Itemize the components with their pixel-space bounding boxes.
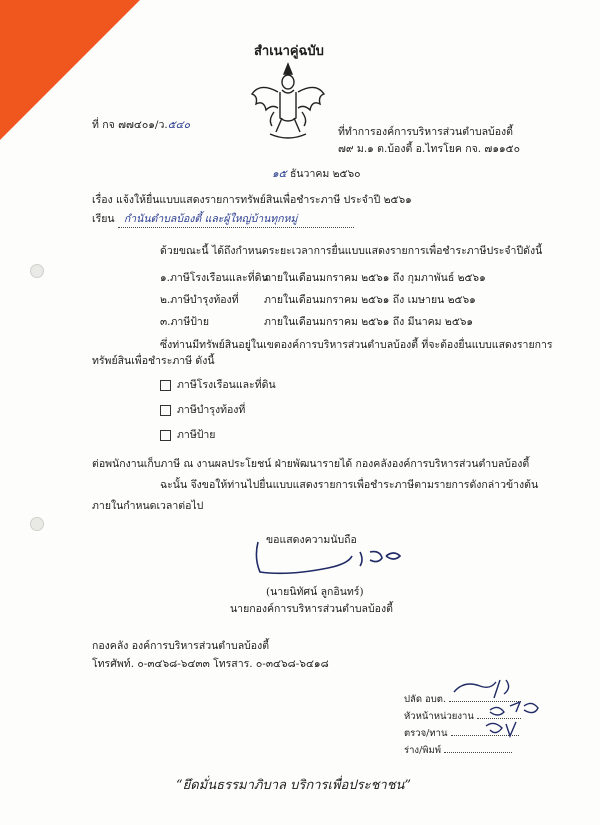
- approval-label: หัวหน้าหน่วยงาน: [404, 711, 474, 722]
- date-day-handwritten: ๑๕: [272, 168, 287, 180]
- recipient-line: [92, 210, 354, 228]
- letter-date: [272, 165, 361, 182]
- checkbox-label: ภาษีป้าย: [177, 429, 216, 441]
- office-address-line1: ที่ทำการองค์การบริหารส่วนตำบลบ้องตี้: [338, 126, 513, 138]
- paragraph-3: ต่อพนักงานเก็บภาษี ณ งานผลประโยชน์ ฝ่ายพัฒนารายได้ กองคลังองค์การบริหารส่วนตำบลบ้องตี้: [92, 458, 530, 470]
- office-address-line2: ๗๙ ม.๑ ต.บ้องตี้ อ.ไทรโยค กจ. ๗๑๑๕๐: [338, 143, 521, 155]
- date-month-year: ธันวาคม ๒๕๖๐: [286, 168, 361, 180]
- tax-item-period: ภายในเดือนมกราคม ๒๕๖๑ ถึง มีนาคม ๒๕๖๑: [264, 316, 474, 328]
- subject-line: เรื่อง แจ้งให้ยื่นแบบแสดงรายการทรัพย์สินเพื่อชำระภาษี ประจำปี ๒๕๖๑: [92, 194, 412, 206]
- approval-label: ตรวจ/ทาน: [404, 728, 448, 739]
- department-line: กองคลัง องค์การบริหารส่วนตำบลบ้องตี้: [92, 640, 270, 652]
- tax-checkbox-item[interactable]: [160, 376, 276, 393]
- tax-checkbox-item[interactable]: [160, 401, 245, 418]
- reference-handwritten: ๕๔๐: [167, 119, 191, 131]
- intro-paragraph: ด้วยขณะนี้ ได้ถึงกำหนดระยะเวลาการยื่นแบบแสดงรายการเพื่อชำระภาษีประจำปีดังนี้: [160, 245, 543, 257]
- paragraph-4-line2: ภายในกำหนดเวลาต่อไป: [92, 500, 204, 512]
- tax-checkbox-item[interactable]: [160, 426, 215, 443]
- signature-image: [248, 538, 428, 580]
- checkbox-label: ภาษีโรงเรือนและที่ดิน: [177, 379, 276, 391]
- signer-name: (นายนิทัศน์ ลูกอินทร์): [266, 586, 364, 598]
- contact-line: โทรศัพท์. ๐-๓๔๖๘-๖๔๓๓ โทรสาร. ๐-๓๔๖๘-๖๔๑๘: [92, 658, 329, 670]
- recipient-handwritten: กำนันตำบลบ้องตี้ และผู้ใหญ่บ้านทุกหมู่: [118, 210, 354, 228]
- approval-label: ปลัด อบต.: [404, 694, 446, 705]
- closing-phrase: ขอแสดงความนับถือ: [266, 534, 357, 546]
- tax-item-period: ภายในเดือนมกราคม ๒๕๖๑ ถึง เมษายน ๒๕๖๑: [264, 294, 476, 306]
- paragraph-2-line2: ทรัพย์สินเพื่อชำระภาษี ดังนี้: [92, 355, 215, 367]
- reference-prefix: ที่ กจ ๗๗๔๐๑/ว.: [92, 119, 168, 131]
- tax-item-label: ๒.ภาษีบำรุงท้องที่: [160, 294, 239, 306]
- checkbox-icon[interactable]: [160, 430, 171, 441]
- approval-initials-image: [450, 676, 560, 756]
- paragraph-2-line1: ซึ่งท่านมีทรัพย์สินอยู่ในเขตองค์การบริหารส่วนตำบลบ้องตี้ ที่จะต้องยื่นแบบแสดงรายการ: [160, 339, 553, 351]
- tax-item-period: ภายในเดือนมกราคม ๒๕๖๑ ถึง กุมภาพันธ์ ๒๕๖๑: [264, 272, 486, 284]
- approval-label: ร่าง/พิมพ์: [404, 745, 442, 756]
- tax-item-label: ๓.ภาษีป้าย: [160, 316, 209, 328]
- checkbox-label: ภาษีบำรุงท้องที่: [177, 404, 246, 416]
- checkbox-icon[interactable]: [160, 405, 171, 416]
- punch-hole-bottom: [30, 517, 44, 531]
- punch-hole-top: [30, 264, 44, 278]
- checkbox-icon[interactable]: [160, 380, 171, 391]
- motto-slogan: “ยึดมั่นธรรมาภิบาล บริการเพื่อประชาชน”: [176, 778, 412, 793]
- recipient-label: เรียน: [92, 213, 115, 225]
- signer-title: นายกองค์การบริหารส่วนตำบลบ้องตี้: [230, 603, 393, 615]
- reference-number: [92, 116, 190, 133]
- tax-item-label: ๑.ภาษีโรงเรือนและที่ดิน: [160, 272, 269, 284]
- paragraph-4-line1: ฉะนั้น จึงขอให้ท่านไปยื่นแบบแสดงรายการเพื่อชำระภาษีตามรายการดังกล่าวข้างต้น: [160, 479, 539, 491]
- copy-stamp: สำเนาคู่ฉบับ: [254, 44, 324, 59]
- garuda-emblem-icon: [248, 60, 328, 144]
